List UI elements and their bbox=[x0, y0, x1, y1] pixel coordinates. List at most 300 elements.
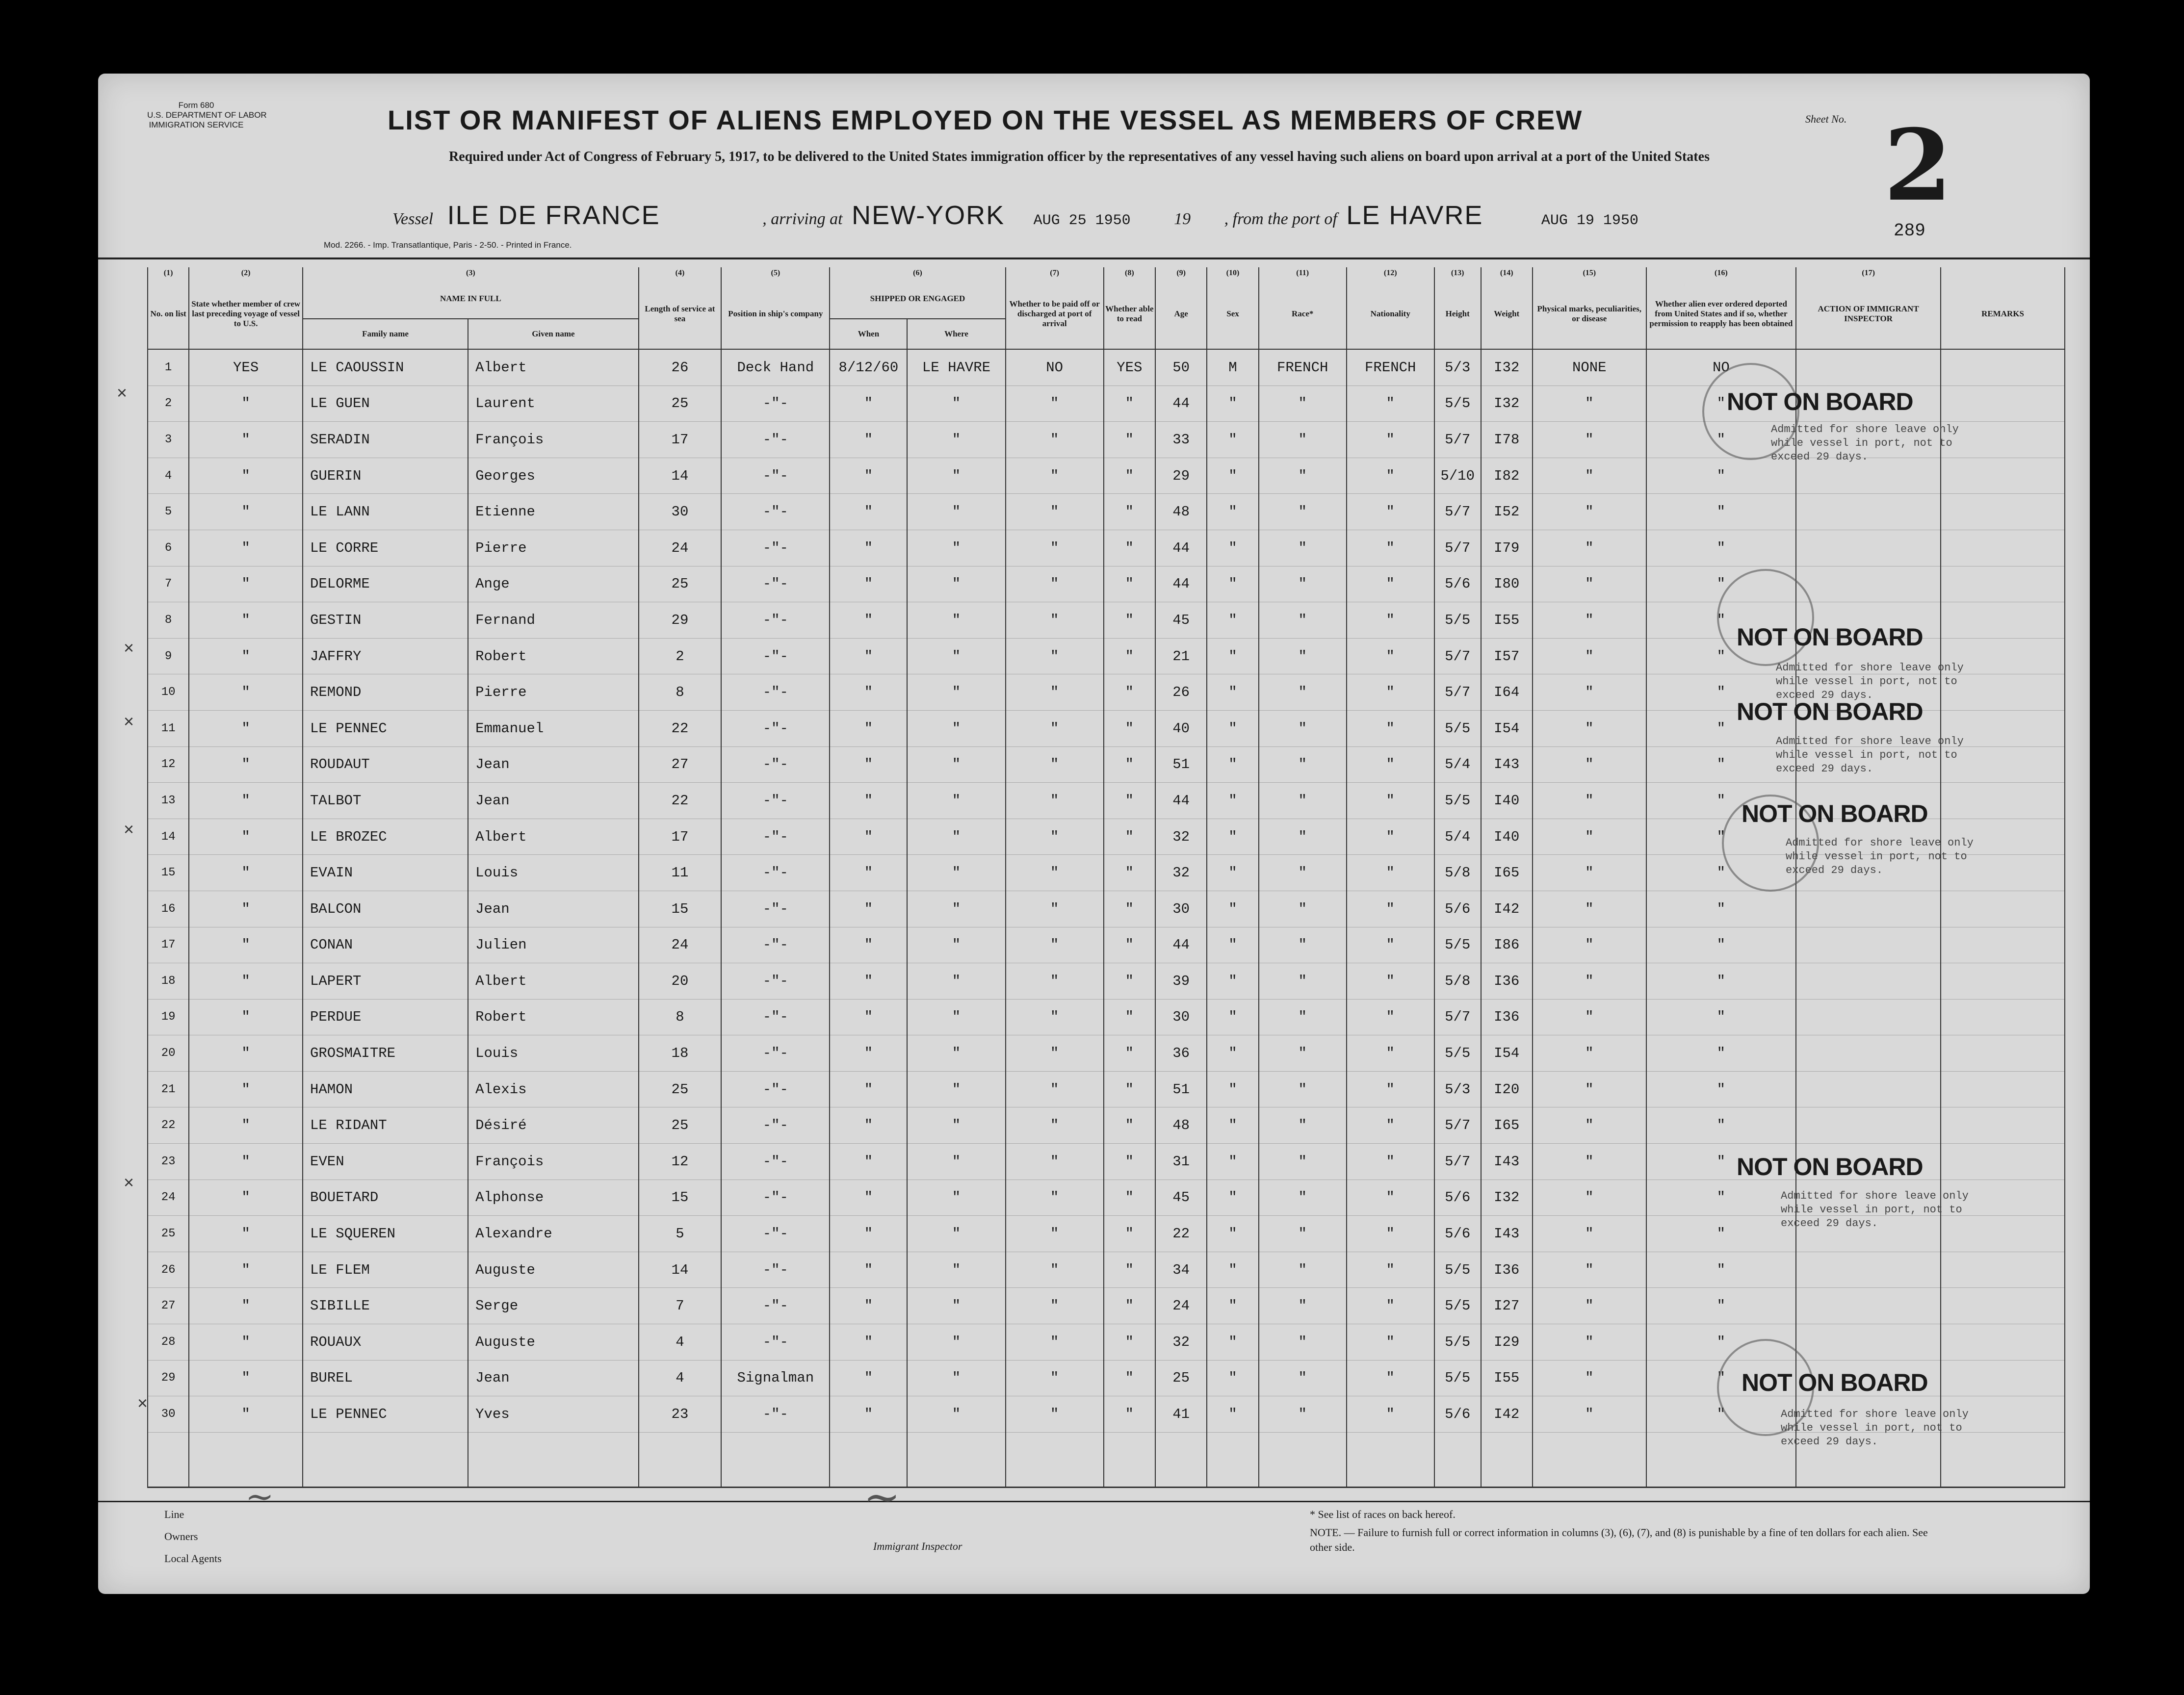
position-cell: -"- bbox=[721, 1107, 830, 1144]
length-of-service-cell: 15 bbox=[639, 1180, 722, 1216]
length-of-service-cell: 12 bbox=[639, 1144, 722, 1180]
shipped-where-cell: " bbox=[907, 819, 1005, 855]
given-name-cell: Pierre bbox=[468, 674, 639, 711]
deported-cell: " bbox=[1646, 602, 1796, 639]
paid-off-cell: " bbox=[1006, 1107, 1104, 1144]
nationality-cell: " bbox=[1347, 819, 1434, 855]
row-number-cell: 7 bbox=[148, 566, 189, 602]
page-number: 289 bbox=[1894, 221, 1925, 241]
race-cell: " bbox=[1259, 1107, 1347, 1144]
shipped-when-cell: " bbox=[830, 1324, 907, 1361]
nationality-cell: " bbox=[1347, 458, 1434, 494]
sex-cell: " bbox=[1207, 1360, 1258, 1396]
previous-voyage-cell: " bbox=[189, 1288, 303, 1324]
shore-leave-note: Admitted for shore leave only while vessel in port, not to exceed 29 days. bbox=[1776, 735, 1964, 775]
family-name-cell: LE SQUEREN bbox=[303, 1216, 468, 1252]
shipped-where-cell: " bbox=[907, 1252, 1005, 1288]
nationality-cell: " bbox=[1347, 1252, 1434, 1288]
age-cell: 32 bbox=[1155, 1324, 1207, 1361]
physical-marks-cell: " bbox=[1533, 855, 1646, 891]
family-name-cell: LE PENNEC bbox=[303, 710, 468, 746]
shipped-where-cell: " bbox=[907, 1071, 1005, 1107]
shipped-where-cell: " bbox=[907, 999, 1005, 1035]
inspector-action-cell bbox=[1796, 999, 1941, 1035]
shipped-when-cell: " bbox=[830, 458, 907, 494]
age-cell: 32 bbox=[1155, 855, 1207, 891]
check-mark-x: × bbox=[137, 1393, 148, 1413]
header-given-name: Given name bbox=[468, 319, 639, 349]
col-num: (13) bbox=[1434, 267, 1481, 279]
race-cell: " bbox=[1259, 1288, 1347, 1324]
given-name-cell: Albert bbox=[468, 349, 639, 385]
deported-cell: " bbox=[1646, 674, 1796, 711]
shipped-when-cell: " bbox=[830, 891, 907, 927]
empty-cell bbox=[1259, 1432, 1347, 1487]
race-cell: " bbox=[1259, 1396, 1347, 1433]
position-cell: -"- bbox=[721, 494, 830, 530]
previous-voyage-cell: " bbox=[189, 530, 303, 566]
table-row bbox=[148, 1035, 2065, 1072]
paid-off-cell: " bbox=[1006, 530, 1104, 566]
deported-cell: " bbox=[1646, 783, 1796, 819]
height-cell: 5/7 bbox=[1434, 530, 1481, 566]
age-cell: 29 bbox=[1155, 458, 1207, 494]
weight-cell: I79 bbox=[1481, 530, 1533, 566]
form-number: Form 680 bbox=[178, 101, 214, 110]
weight-cell: I42 bbox=[1481, 1396, 1533, 1433]
able-to-read-cell: " bbox=[1104, 1216, 1155, 1252]
length-of-service-cell: 7 bbox=[639, 1288, 722, 1324]
able-to-read-cell: " bbox=[1104, 999, 1155, 1035]
given-name-cell: Georges bbox=[468, 458, 639, 494]
nationality-cell: " bbox=[1347, 602, 1434, 639]
shipped-when-cell: " bbox=[830, 566, 907, 602]
height-cell: 5/5 bbox=[1434, 1252, 1481, 1288]
table-row bbox=[148, 1216, 2065, 1252]
inspector-action-cell bbox=[1796, 1252, 1941, 1288]
previous-voyage-cell: " bbox=[189, 1216, 303, 1252]
table-row bbox=[148, 891, 2065, 927]
previous-voyage-cell: " bbox=[189, 1107, 303, 1144]
paid-off-cell: " bbox=[1006, 1071, 1104, 1107]
shipped-where-cell: " bbox=[907, 855, 1005, 891]
department: U.S. DEPARTMENT OF LABOR bbox=[147, 110, 267, 120]
nationality-cell: " bbox=[1347, 494, 1434, 530]
header-able-to-read: Whether able to read bbox=[1104, 279, 1155, 349]
shipped-when-cell: " bbox=[830, 638, 907, 674]
given-name-cell: Pierre bbox=[468, 530, 639, 566]
header-weight: Weight bbox=[1481, 279, 1533, 349]
paid-off-cell: " bbox=[1006, 746, 1104, 783]
sex-cell: " bbox=[1207, 530, 1258, 566]
paid-off-cell: " bbox=[1006, 1288, 1104, 1324]
printer-line: Mod. 2266. - Imp. Transatlantique, Paris - 2-50. - Printed in France. bbox=[324, 240, 572, 250]
shipped-where-cell: " bbox=[907, 602, 1005, 639]
length-of-service-cell: 15 bbox=[639, 891, 722, 927]
height-cell: 5/5 bbox=[1434, 1324, 1481, 1361]
length-of-service-cell: 26 bbox=[639, 349, 722, 385]
weight-cell: I32 bbox=[1481, 1180, 1533, 1216]
table-row bbox=[148, 1107, 2065, 1144]
position-cell: -"- bbox=[721, 1252, 830, 1288]
remarks-cell bbox=[1941, 385, 2065, 422]
table-row bbox=[148, 927, 2065, 963]
nationality-cell: " bbox=[1347, 963, 1434, 1000]
given-name-cell: Alexandre bbox=[468, 1216, 639, 1252]
able-to-read-cell: " bbox=[1104, 783, 1155, 819]
previous-voyage-cell: " bbox=[189, 1360, 303, 1396]
sex-cell: " bbox=[1207, 819, 1258, 855]
arrival-date: AUG 25 1950 bbox=[1033, 212, 1131, 229]
row-number-cell: 6 bbox=[148, 530, 189, 566]
from-label: , from the port of bbox=[1224, 210, 1337, 228]
deported-cell: " bbox=[1646, 1107, 1796, 1144]
age-cell: 44 bbox=[1155, 783, 1207, 819]
row-number-cell: 26 bbox=[148, 1252, 189, 1288]
deported-cell: " bbox=[1646, 710, 1796, 746]
length-of-service-cell: 8 bbox=[639, 999, 722, 1035]
previous-voyage-cell: " bbox=[189, 674, 303, 711]
position-cell: -"- bbox=[721, 855, 830, 891]
table-row bbox=[148, 1288, 2065, 1324]
crew-table-body bbox=[148, 349, 2065, 1487]
age-cell: 40 bbox=[1155, 710, 1207, 746]
check-mark-x: × bbox=[124, 819, 134, 839]
age-cell: 48 bbox=[1155, 1107, 1207, 1144]
height-cell: 5/3 bbox=[1434, 1071, 1481, 1107]
deported-cell: " bbox=[1646, 530, 1796, 566]
remarks-cell bbox=[1941, 1324, 2065, 1361]
previous-voyage-cell: " bbox=[189, 710, 303, 746]
position-cell: -"- bbox=[721, 530, 830, 566]
given-name-cell: Albert bbox=[468, 819, 639, 855]
family-name-cell: LE BROZEC bbox=[303, 819, 468, 855]
race-cell: " bbox=[1259, 674, 1347, 711]
paid-off-cell: " bbox=[1006, 927, 1104, 963]
age-cell: 30 bbox=[1155, 891, 1207, 927]
shipped-where-cell: " bbox=[907, 710, 1005, 746]
nationality-cell: " bbox=[1347, 746, 1434, 783]
row-number-cell: 24 bbox=[148, 1180, 189, 1216]
height-cell: 5/5 bbox=[1434, 385, 1481, 422]
deported-cell: " bbox=[1646, 566, 1796, 602]
col-num: (10) bbox=[1207, 267, 1258, 279]
check-mark-x: × bbox=[124, 638, 134, 658]
race-cell: " bbox=[1259, 458, 1347, 494]
physical-marks-cell: " bbox=[1533, 963, 1646, 1000]
family-name-cell: DELORME bbox=[303, 566, 468, 602]
height-cell: 5/7 bbox=[1434, 494, 1481, 530]
nationality-cell: " bbox=[1347, 1216, 1434, 1252]
position-cell: -"- bbox=[721, 1180, 830, 1216]
height-cell: 5/5 bbox=[1434, 1360, 1481, 1396]
arriving-label: , arriving at bbox=[762, 210, 843, 228]
height-cell: 5/4 bbox=[1434, 819, 1481, 855]
weight-cell: I42 bbox=[1481, 891, 1533, 927]
local-agents-label: Local Agents bbox=[164, 1552, 222, 1565]
family-name-cell: REMOND bbox=[303, 674, 468, 711]
table-row-empty bbox=[148, 1432, 2065, 1487]
not-on-board-stamp: NOT ON BOARD bbox=[1727, 388, 1913, 415]
shipped-when-cell: 8/12/60 bbox=[830, 349, 907, 385]
inspector-action-cell bbox=[1796, 1107, 1941, 1144]
height-cell: 5/10 bbox=[1434, 458, 1481, 494]
weight-cell: I43 bbox=[1481, 746, 1533, 783]
inspector-action-cell bbox=[1796, 1324, 1941, 1361]
paid-off-cell: " bbox=[1006, 783, 1104, 819]
empty-cell bbox=[1006, 1432, 1104, 1487]
age-cell: 36 bbox=[1155, 1035, 1207, 1072]
paid-off-cell: " bbox=[1006, 1360, 1104, 1396]
shipped-when-cell: " bbox=[830, 1288, 907, 1324]
position-cell: Signalman bbox=[721, 1360, 830, 1396]
able-to-read-cell: " bbox=[1104, 674, 1155, 711]
sex-cell: " bbox=[1207, 638, 1258, 674]
deported-cell: " bbox=[1646, 1180, 1796, 1216]
height-cell: 5/5 bbox=[1434, 927, 1481, 963]
length-of-service-cell: 4 bbox=[639, 1324, 722, 1361]
previous-voyage-cell: YES bbox=[189, 349, 303, 385]
nationality-cell: FRENCH bbox=[1347, 349, 1434, 385]
line-signature: ~ bbox=[245, 1476, 274, 1516]
paid-off-cell: " bbox=[1006, 963, 1104, 1000]
deported-cell: " bbox=[1646, 1252, 1796, 1288]
position-cell: -"- bbox=[721, 1396, 830, 1433]
header-name-in-full: NAME IN FULL bbox=[303, 279, 639, 319]
given-name-cell: Alexis bbox=[468, 1071, 639, 1107]
height-cell: 5/6 bbox=[1434, 891, 1481, 927]
deported-cell: " bbox=[1646, 1035, 1796, 1072]
row-number-cell: 10 bbox=[148, 674, 189, 711]
empty-cell bbox=[907, 1432, 1005, 1487]
paid-off-cell: " bbox=[1006, 494, 1104, 530]
age-cell: 48 bbox=[1155, 494, 1207, 530]
paid-off-cell: " bbox=[1006, 891, 1104, 927]
col-num: (9) bbox=[1155, 267, 1207, 279]
length-of-service-cell: 17 bbox=[639, 819, 722, 855]
family-name-cell: GUERIN bbox=[303, 458, 468, 494]
row-number-cell: 23 bbox=[148, 1144, 189, 1180]
height-cell: 5/7 bbox=[1434, 674, 1481, 711]
able-to-read-cell: " bbox=[1104, 422, 1155, 458]
sex-cell: " bbox=[1207, 999, 1258, 1035]
family-name-cell: ROUDAUT bbox=[303, 746, 468, 783]
nationality-cell: " bbox=[1347, 927, 1434, 963]
deported-cell: " bbox=[1646, 422, 1796, 458]
age-cell: 50 bbox=[1155, 349, 1207, 385]
height-cell: 5/5 bbox=[1434, 1288, 1481, 1324]
sex-cell: " bbox=[1207, 963, 1258, 1000]
shipped-when-cell: " bbox=[830, 1252, 907, 1288]
remarks-cell bbox=[1941, 494, 2065, 530]
previous-voyage-cell: " bbox=[189, 1252, 303, 1288]
family-name-cell: EVEN bbox=[303, 1144, 468, 1180]
sex-cell: " bbox=[1207, 1107, 1258, 1144]
penalty-note: NOTE. — Failure to furnish full or correct information in columns (3), (6), (7), and (8) is punishable by a fine of ten dollars for each alien. See other side. bbox=[1310, 1526, 1928, 1553]
header-no-on-list: No. on list bbox=[148, 279, 189, 349]
family-name-cell: BOUETARD bbox=[303, 1180, 468, 1216]
nationality-cell: " bbox=[1347, 1288, 1434, 1324]
able-to-read-cell: " bbox=[1104, 1252, 1155, 1288]
remarks-cell bbox=[1941, 1144, 2065, 1180]
age-cell: 33 bbox=[1155, 422, 1207, 458]
shipped-where-cell: " bbox=[907, 783, 1005, 819]
physical-marks-cell: " bbox=[1533, 1107, 1646, 1144]
race-cell: " bbox=[1259, 1035, 1347, 1072]
physical-marks-cell: " bbox=[1533, 1252, 1646, 1288]
weight-cell: I29 bbox=[1481, 1324, 1533, 1361]
inspector-action-cell bbox=[1796, 1035, 1941, 1072]
table-row bbox=[148, 1180, 2065, 1216]
empty-cell bbox=[1207, 1432, 1258, 1487]
header-paid-off: Whether to be paid off or discharged at port of arrival bbox=[1006, 279, 1104, 349]
col-num: (17) bbox=[1796, 267, 1941, 279]
age-cell: 39 bbox=[1155, 963, 1207, 1000]
row-number-cell: 2 bbox=[148, 385, 189, 422]
age-cell: 21 bbox=[1155, 638, 1207, 674]
deported-cell: " bbox=[1646, 494, 1796, 530]
length-of-service-cell: 17 bbox=[639, 422, 722, 458]
length-of-service-cell: 25 bbox=[639, 1071, 722, 1107]
deported-cell: " bbox=[1646, 819, 1796, 855]
arriving-port: NEW-YORK bbox=[852, 201, 1005, 230]
physical-marks-cell: " bbox=[1533, 1288, 1646, 1324]
header-rule bbox=[98, 257, 2090, 259]
length-of-service-cell: 30 bbox=[639, 494, 722, 530]
shipped-when-cell: " bbox=[830, 1180, 907, 1216]
shipped-when-cell: " bbox=[830, 783, 907, 819]
col-num: (5) bbox=[721, 267, 830, 279]
family-name-cell: GESTIN bbox=[303, 602, 468, 639]
previous-voyage-cell: " bbox=[189, 783, 303, 819]
row-number-cell: 11 bbox=[148, 710, 189, 746]
previous-voyage-cell: " bbox=[189, 1071, 303, 1107]
family-name-cell: BALCON bbox=[303, 891, 468, 927]
weight-cell: I40 bbox=[1481, 819, 1533, 855]
age-cell: 51 bbox=[1155, 746, 1207, 783]
nationality-cell: " bbox=[1347, 1035, 1434, 1072]
weight-cell: I40 bbox=[1481, 783, 1533, 819]
height-cell: 5/7 bbox=[1434, 422, 1481, 458]
shipped-where-cell: " bbox=[907, 746, 1005, 783]
empty-cell bbox=[1347, 1432, 1434, 1487]
shipped-where-cell: " bbox=[907, 530, 1005, 566]
col-num: (14) bbox=[1481, 267, 1533, 279]
remarks-cell bbox=[1941, 927, 2065, 963]
remarks-cell bbox=[1941, 999, 2065, 1035]
physical-marks-cell: " bbox=[1533, 927, 1646, 963]
empty-cell bbox=[1533, 1432, 1646, 1487]
empty-cell bbox=[1155, 1432, 1207, 1487]
header-race: Race* bbox=[1259, 279, 1347, 349]
given-name-cell: Fernand bbox=[468, 602, 639, 639]
physical-marks-cell: " bbox=[1533, 638, 1646, 674]
previous-voyage-cell: " bbox=[189, 1396, 303, 1433]
deported-cell: " bbox=[1646, 1288, 1796, 1324]
header-family-name: Family name bbox=[303, 319, 468, 349]
sex-cell: " bbox=[1207, 1144, 1258, 1180]
family-name-cell: LE LANN bbox=[303, 494, 468, 530]
shipped-when-cell: " bbox=[830, 530, 907, 566]
previous-voyage-cell: " bbox=[189, 1324, 303, 1361]
paid-off-cell: " bbox=[1006, 674, 1104, 711]
position-cell: -"- bbox=[721, 1288, 830, 1324]
height-cell: 5/5 bbox=[1434, 602, 1481, 639]
deported-cell: " bbox=[1646, 1360, 1796, 1396]
position-cell: -"- bbox=[721, 1071, 830, 1107]
shipped-where-cell: " bbox=[907, 458, 1005, 494]
given-name-cell: Robert bbox=[468, 638, 639, 674]
position-cell: -"- bbox=[721, 638, 830, 674]
weight-cell: I32 bbox=[1481, 385, 1533, 422]
vessel-label: Vessel bbox=[392, 210, 434, 228]
inspector-action-cell bbox=[1796, 891, 1941, 927]
paid-off-cell: " bbox=[1006, 458, 1104, 494]
race-cell: " bbox=[1259, 710, 1347, 746]
weight-cell: I43 bbox=[1481, 1216, 1533, 1252]
previous-voyage-cell: " bbox=[189, 963, 303, 1000]
inspector-action-cell bbox=[1796, 1288, 1941, 1324]
sex-cell: " bbox=[1207, 927, 1258, 963]
weight-cell: I86 bbox=[1481, 927, 1533, 963]
physical-marks-cell: " bbox=[1533, 422, 1646, 458]
sex-cell: " bbox=[1207, 710, 1258, 746]
race-cell: " bbox=[1259, 1216, 1347, 1252]
age-cell: 24 bbox=[1155, 1288, 1207, 1324]
row-number-cell: 17 bbox=[148, 927, 189, 963]
height-cell: 5/7 bbox=[1434, 1107, 1481, 1144]
shipped-when-cell: " bbox=[830, 1216, 907, 1252]
shipped-where-cell: " bbox=[907, 1396, 1005, 1433]
able-to-read-cell: " bbox=[1104, 1360, 1155, 1396]
shore-leave-note: Admitted for shore leave only while vessel in port, not to exceed 29 days. bbox=[1776, 662, 1964, 701]
previous-voyage-cell: " bbox=[189, 927, 303, 963]
sex-cell: " bbox=[1207, 783, 1258, 819]
weight-cell: I52 bbox=[1481, 494, 1533, 530]
shipped-when-cell: " bbox=[830, 1035, 907, 1072]
inspector-action-cell bbox=[1796, 566, 1941, 602]
given-name-cell: Yves bbox=[468, 1396, 639, 1433]
given-name-cell: Albert bbox=[468, 963, 639, 1000]
weight-cell: I20 bbox=[1481, 1071, 1533, 1107]
previous-voyage-cell: " bbox=[189, 602, 303, 639]
shipped-when-cell: " bbox=[830, 819, 907, 855]
sex-cell: " bbox=[1207, 1035, 1258, 1072]
shipped-when-cell: " bbox=[830, 494, 907, 530]
length-of-service-cell: 20 bbox=[639, 963, 722, 1000]
sex-cell: " bbox=[1207, 891, 1258, 927]
sex-cell: " bbox=[1207, 1252, 1258, 1288]
inspector-action-cell bbox=[1796, 530, 1941, 566]
deported-cell: " bbox=[1646, 1396, 1796, 1433]
nationality-cell: " bbox=[1347, 1071, 1434, 1107]
position-cell: -"- bbox=[721, 1144, 830, 1180]
table-row bbox=[148, 1252, 2065, 1288]
deported-cell: " bbox=[1646, 1144, 1796, 1180]
col-num: (1) bbox=[148, 267, 189, 279]
race-cell: " bbox=[1259, 1071, 1347, 1107]
sheet-number: 2 bbox=[1884, 108, 1952, 223]
remarks-cell bbox=[1941, 1288, 2065, 1324]
check-mark-x: × bbox=[124, 711, 134, 731]
shipped-where-cell: " bbox=[907, 1216, 1005, 1252]
given-name-cell: Louis bbox=[468, 855, 639, 891]
race-cell: " bbox=[1259, 1324, 1347, 1361]
nationality-cell: " bbox=[1347, 891, 1434, 927]
race-cell: " bbox=[1259, 1180, 1347, 1216]
physical-marks-cell: NONE bbox=[1533, 349, 1646, 385]
row-number-cell: 16 bbox=[148, 891, 189, 927]
